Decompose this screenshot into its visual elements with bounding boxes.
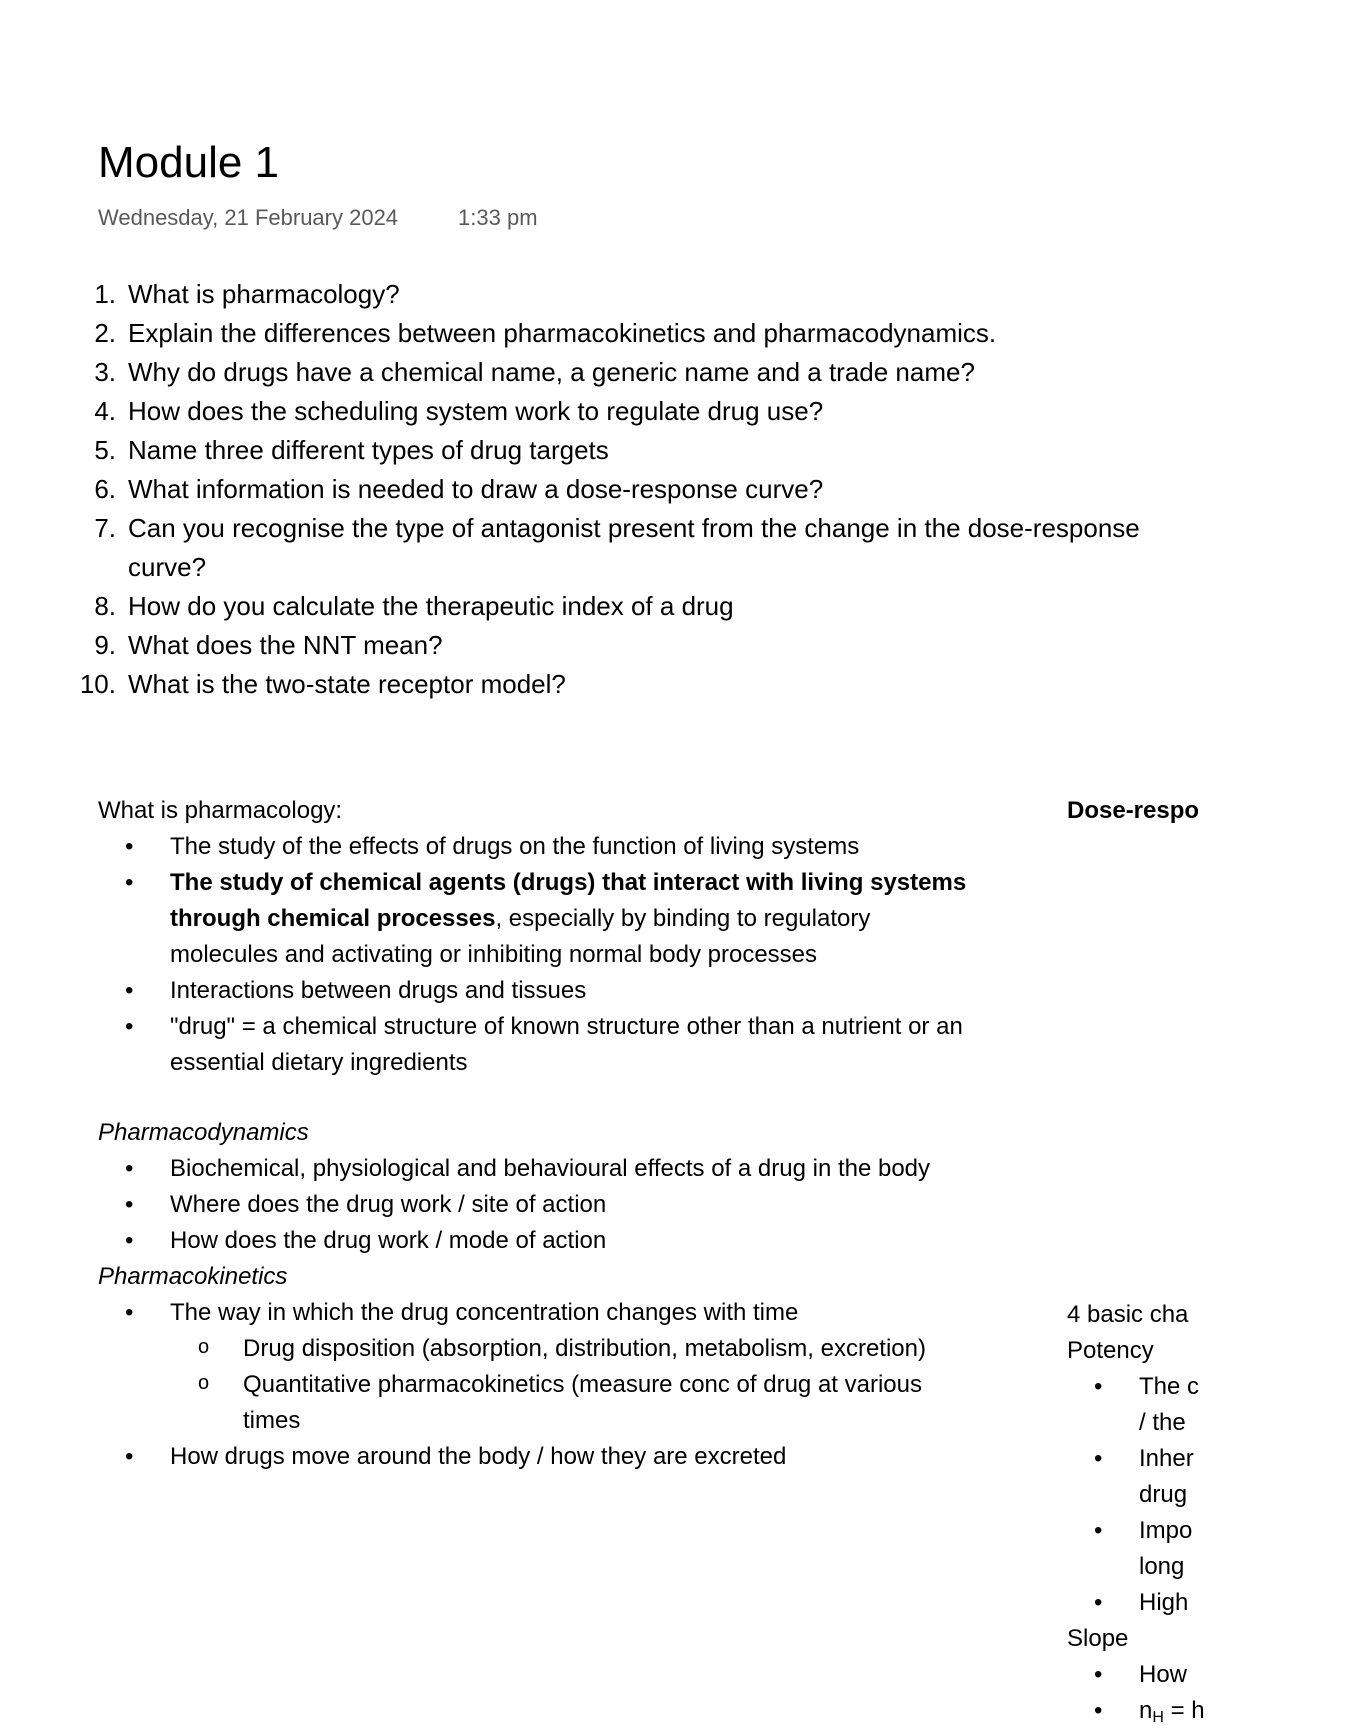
question-item: 3. Why do drugs have a chemical name, a generic name and a trade name? <box>94 357 975 387</box>
dose-response-heading: Dose-respo <box>1067 797 1200 824</box>
list-item: • "drug" = a chemical structure of known structure other than a nutrient or an essential dietary ingredients <box>98 1009 978 1081</box>
list-item: • The study of the effects of drugs on the function of living systems <box>98 829 978 865</box>
potency-list <box>1067 1369 1367 1621</box>
slope-list <box>1067 1657 1367 1736</box>
question-item: 8. How do you calculate the therapeutic index of a drug <box>94 591 734 621</box>
list-item: • Impo long <box>1067 1513 1367 1585</box>
sub-list-item: o Quantitative pharmacokinetics (measure conc of drug at various times <box>98 1367 978 1439</box>
page-date: Wednesday, 21 February 2024 <box>98 205 399 230</box>
notes-left-column <box>98 793 978 1475</box>
list-item: • The c / the <box>1067 1369 1367 1441</box>
characteristics-intro: 4 basic cha <box>1067 1301 1189 1328</box>
question-item: 9. What does the NNT mean? <box>94 630 443 660</box>
question-item: 6. What information is needed to draw a dose-response curve? <box>94 474 824 504</box>
list-item: • How does the drug work / mode of action <box>98 1223 978 1259</box>
list-item: • Where does the drug work / site of action <box>98 1187 978 1223</box>
list-item: • $n_H = h$ <box>1067 1693 1367 1736</box>
question-item: 5. Name three different types of drug targets <box>94 435 609 465</box>
potency-heading: Potency <box>1067 1337 1154 1364</box>
notes-right-column <box>1067 793 1367 1736</box>
list-item: • Inher drug <box>1067 1441 1367 1513</box>
list-item: • The study of chemical agents (drugs) that interact with living systems through chemical processes, especially by binding to regulatory molecules and activating or inhibiting normal body processes <box>98 865 978 973</box>
list-item: • High <box>1067 1585 1367 1621</box>
sub-list-item: o Drug disposition (absorption, distribution, metabolism, excretion) <box>98 1331 978 1367</box>
list-item: • How <box>1067 1657 1367 1693</box>
page-time: 1:33 pm <box>458 205 538 230</box>
pharmacokinetics-heading: Pharmacokinetics <box>98 1263 288 1290</box>
slope-heading: Slope <box>1067 1625 1129 1652</box>
page-title: Module 1 <box>98 138 280 187</box>
pharmacodynamics-heading: Pharmacodynamics <box>98 1119 309 1146</box>
pharmacology-heading: What is pharmacology: <box>98 797 343 824</box>
question-item: 7. Can you recognise the type of antagonist present from the change in the dose-response curve? <box>94 513 1140 582</box>
list-item: • The way in which the drug concentration changes with time <box>98 1295 978 1331</box>
question-item: 1. What is pharmacology? <box>94 279 400 309</box>
list-item: • How drugs move around the body / how they are excreted <box>98 1439 978 1475</box>
list-item: • Interactions between drugs and tissues <box>98 973 978 1009</box>
pharmacology-list <box>98 829 978 1081</box>
page-datetime <box>98 205 538 231</box>
question-item: 2. Explain the differences between pharmacokinetics and pharmacodynamics. <box>94 318 997 348</box>
question-list <box>60 275 1190 704</box>
pharmacokinetics-list <box>98 1295 978 1475</box>
list-item: • Biochemical, physiological and behavioural effects of a drug in the body <box>98 1151 978 1187</box>
question-item: 10. What is the two-state receptor model? <box>79 669 566 699</box>
pharmacodynamics-list <box>98 1151 978 1259</box>
question-item: 4. How does the scheduling system work to regulate drug use? <box>94 396 824 426</box>
